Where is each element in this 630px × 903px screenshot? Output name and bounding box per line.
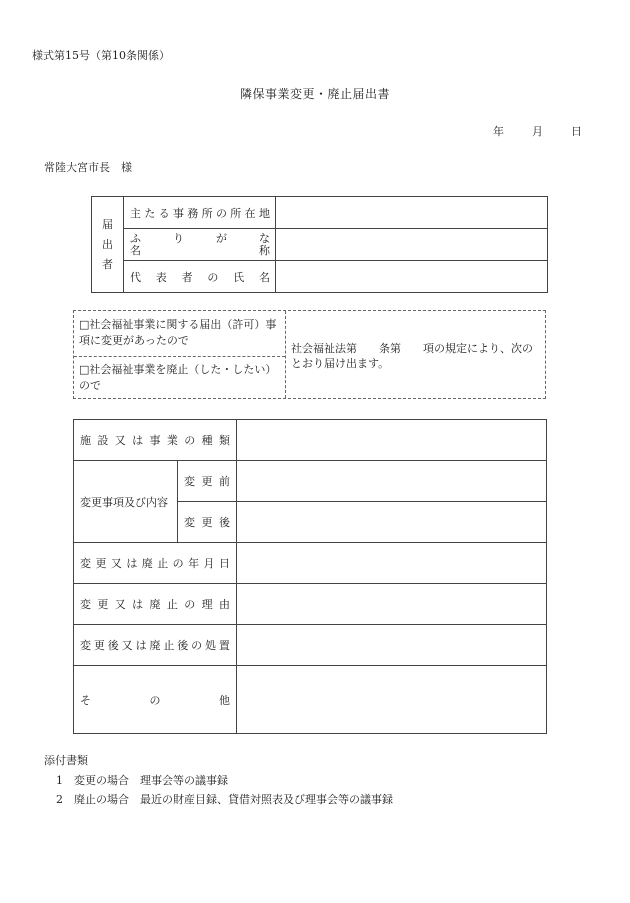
options-divider: [74, 356, 285, 357]
representative-field[interactable]: [276, 261, 548, 293]
statement-options: [74, 311, 286, 398]
disposal-field[interactable]: [237, 625, 547, 666]
option-abolish-checkbox[interactable]: □社会福祉事業を廃止（した・したい）ので: [79, 363, 277, 392]
facility-type-field[interactable]: [237, 420, 547, 461]
office-address-field[interactable]: [276, 197, 548, 229]
statement-text: 社会福祉法第 条第 項の規定により、次のとおり届け出ます。: [291, 342, 533, 370]
change-table: [73, 419, 547, 734]
before-field[interactable]: [237, 461, 547, 502]
date-day: 日: [571, 125, 582, 138]
date-year: 年: [493, 125, 504, 138]
attachments-heading: 添付書類: [44, 754, 88, 767]
disposal-label: 変 更 後 又 は 廃 止 後 の 処 置: [74, 625, 237, 666]
change-date-label: 変 更 又 は 廃 止 の 年 月 日: [74, 543, 237, 584]
statement-box: [73, 310, 546, 399]
notifier-table: [91, 196, 548, 293]
reason-label: 変 更 又 は 廃 止 の 理 由: [74, 584, 237, 625]
other-field[interactable]: [237, 666, 547, 734]
attachment-item: 1 変更の場合 理事会等の議事録: [56, 774, 228, 787]
document-title: 隣保事業変更・廃止届出書: [239, 87, 390, 101]
name-label: ふ り が な 名 称: [124, 229, 276, 261]
facility-type-label: 施 設 又 は 事 業 の 種 類: [74, 420, 237, 461]
change-date-field[interactable]: [237, 543, 547, 584]
after-label: 変 更 後: [178, 502, 237, 543]
after-field[interactable]: [237, 502, 547, 543]
office-address-label: 主 た る 事 務 所 の 所 在 地: [124, 197, 276, 229]
name-field[interactable]: [276, 229, 548, 261]
attachment-item: 2 廃止の場合 最近の財産目録、貸借対照表及び理事会等の議事録: [56, 793, 393, 806]
form-number: 様式第15号（第10条関係）: [32, 49, 170, 62]
before-label: 変 更 前: [178, 461, 237, 502]
representative-label: 代 表 者 の 氏 名: [124, 261, 276, 293]
change-items-label: 変更事項及び内容: [74, 461, 178, 543]
option-change-checkbox[interactable]: □社会福祉事業に関する届出（許可）事項に変更があったので: [79, 318, 277, 347]
other-label: そ の 他: [74, 666, 237, 734]
date-month: 月: [532, 125, 543, 138]
notifier-group-label: 届 出 者: [92, 197, 124, 293]
addressee: 常陸大宮市長 様: [44, 161, 132, 174]
reason-field[interactable]: [237, 584, 547, 625]
date-line: [493, 123, 582, 139]
